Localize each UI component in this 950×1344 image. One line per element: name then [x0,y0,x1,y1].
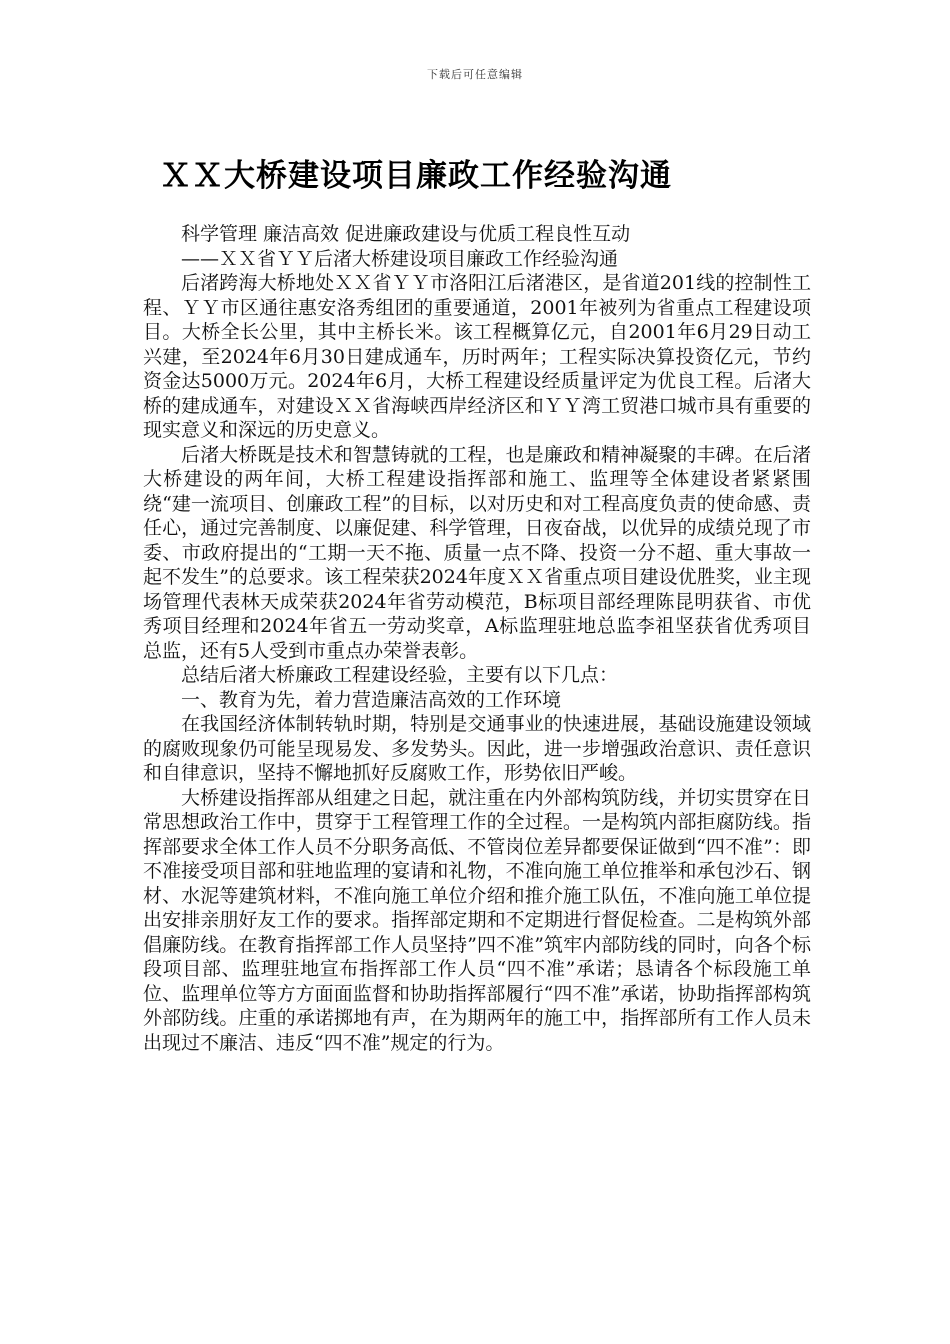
body-paragraph: 后渚大桥既是技术和智慧铸就的工程，也是廉政和精神凝聚的丰碑。在后渚大桥建设的两年间，大桥工程建设指挥部和施工、监理等全体建设者紧紧围绕“建一流项目、创廉政工程”的目标，以对历史和对工程高度负责的使命感、责任心，通过完善制度、以廉促建、科学管理，日夜奋战，以优异的成绩兑现了市委、市政府提出的“工期一天不拖、质量一点不降、投资一分不超、重大事故一起不发生”的总要求。该工程荣获2024年度ＸＸ省重点项目建设优胜奖，业主现场管理代表林天成荣获2024年省劳动模范，B标项目部经理陈昆明获省、市优秀项目经理和2024年省五一劳动奖章，A标监理驻地总监李祖坚获省优秀项目总监，还有5人受到市重点办荣誉表彰。 [143,443,811,662]
body-paragraph: 后渚跨海大桥地处ＸＸ省ＹＹ市洛阳江后渚港区，是省道201线的控制性工程、ＹＹ市区通往惠安洛秀组团的重要通道，2001年被列为省重点工程建设项目。大桥全长公里，其中主桥长米。该工程概算亿元，自2001年6月29日动工兴建，至2024年6月30日建成通车，历时两年；工程实际决算投资亿元，节约资金达5000万元。2024年6月，大桥工程建设经质量评定为优良工程。后渚大桥的建成通车，对建设ＸＸ省海峡西岸经济区和ＹＹ湾工贸港口城市具有重要的现实意义和深远的历史意义。 [143,272,811,441]
subtitle-source-line: ——ＸＸ省ＹＹ后渚大桥建设项目廉政工作经验沟通 [181,247,619,270]
body-paragraph: 总结后渚大桥廉政工程建设经验，主要有以下几点： [181,664,619,686]
document-body [143,222,811,1055]
page-header-note: 下载后可任意编辑 [427,68,523,81]
body-paragraph: 大桥建设指挥部从组建之日起，就注重在内外部构筑防线，并切实贯穿在日常思想政治工作中，贯穿于工程管理工作的全过程。一是构筑内部拒腐防线。指挥部要求全体工作人员不分职务高低、不管岗位差异都要保证做到“四不准”：即不准接受项目部和驻地监理的宴请和礼物，不准向施工单位推举和承包沙石、钢材、水泥等建筑材料，不准向施工单位介绍和推介施工队伍，不准向施工单位提出安排亲朋好友工作的要求。指挥部定期和不定期进行督促检查。二是构筑外部倡廉防线。在教育指挥部工作人员坚持”四不准”筑牢内部防线的同时，向各个标段项目部、监理驻地宣布指挥部工作人员“四不准”承诺；恳请各个标段施工单位、监理单位等方方面面监督和协助指挥部履行“四不准”承诺，协助指挥部构筑外部防线。庄重的承诺掷地有声，在为期两年的施工中，指挥部所有工作人员未出现过不廉洁、违反“四不准”规定的行为。 [143,786,811,1054]
document-title: ＸＸ大桥建设项目廉政工作经验沟通 [160,158,672,194]
section-heading: 一、教育为先，着力营造廉洁高效的工作环境 [181,688,562,711]
body-paragraph: 在我国经济体制转轨时期，特别是交通事业的快速进展，基础设施建设领域的腐败现象仍可能呈现易发、多发势头。因此，进一步增强政治意识、责任意识和自律意识，坚持不懈地抓好反腐败工作，形势依旧严峻。 [143,713,811,784]
subtitle-line: 科学管理 廉洁高效 促进廉政建设与优质工程良性互动 [181,223,631,245]
